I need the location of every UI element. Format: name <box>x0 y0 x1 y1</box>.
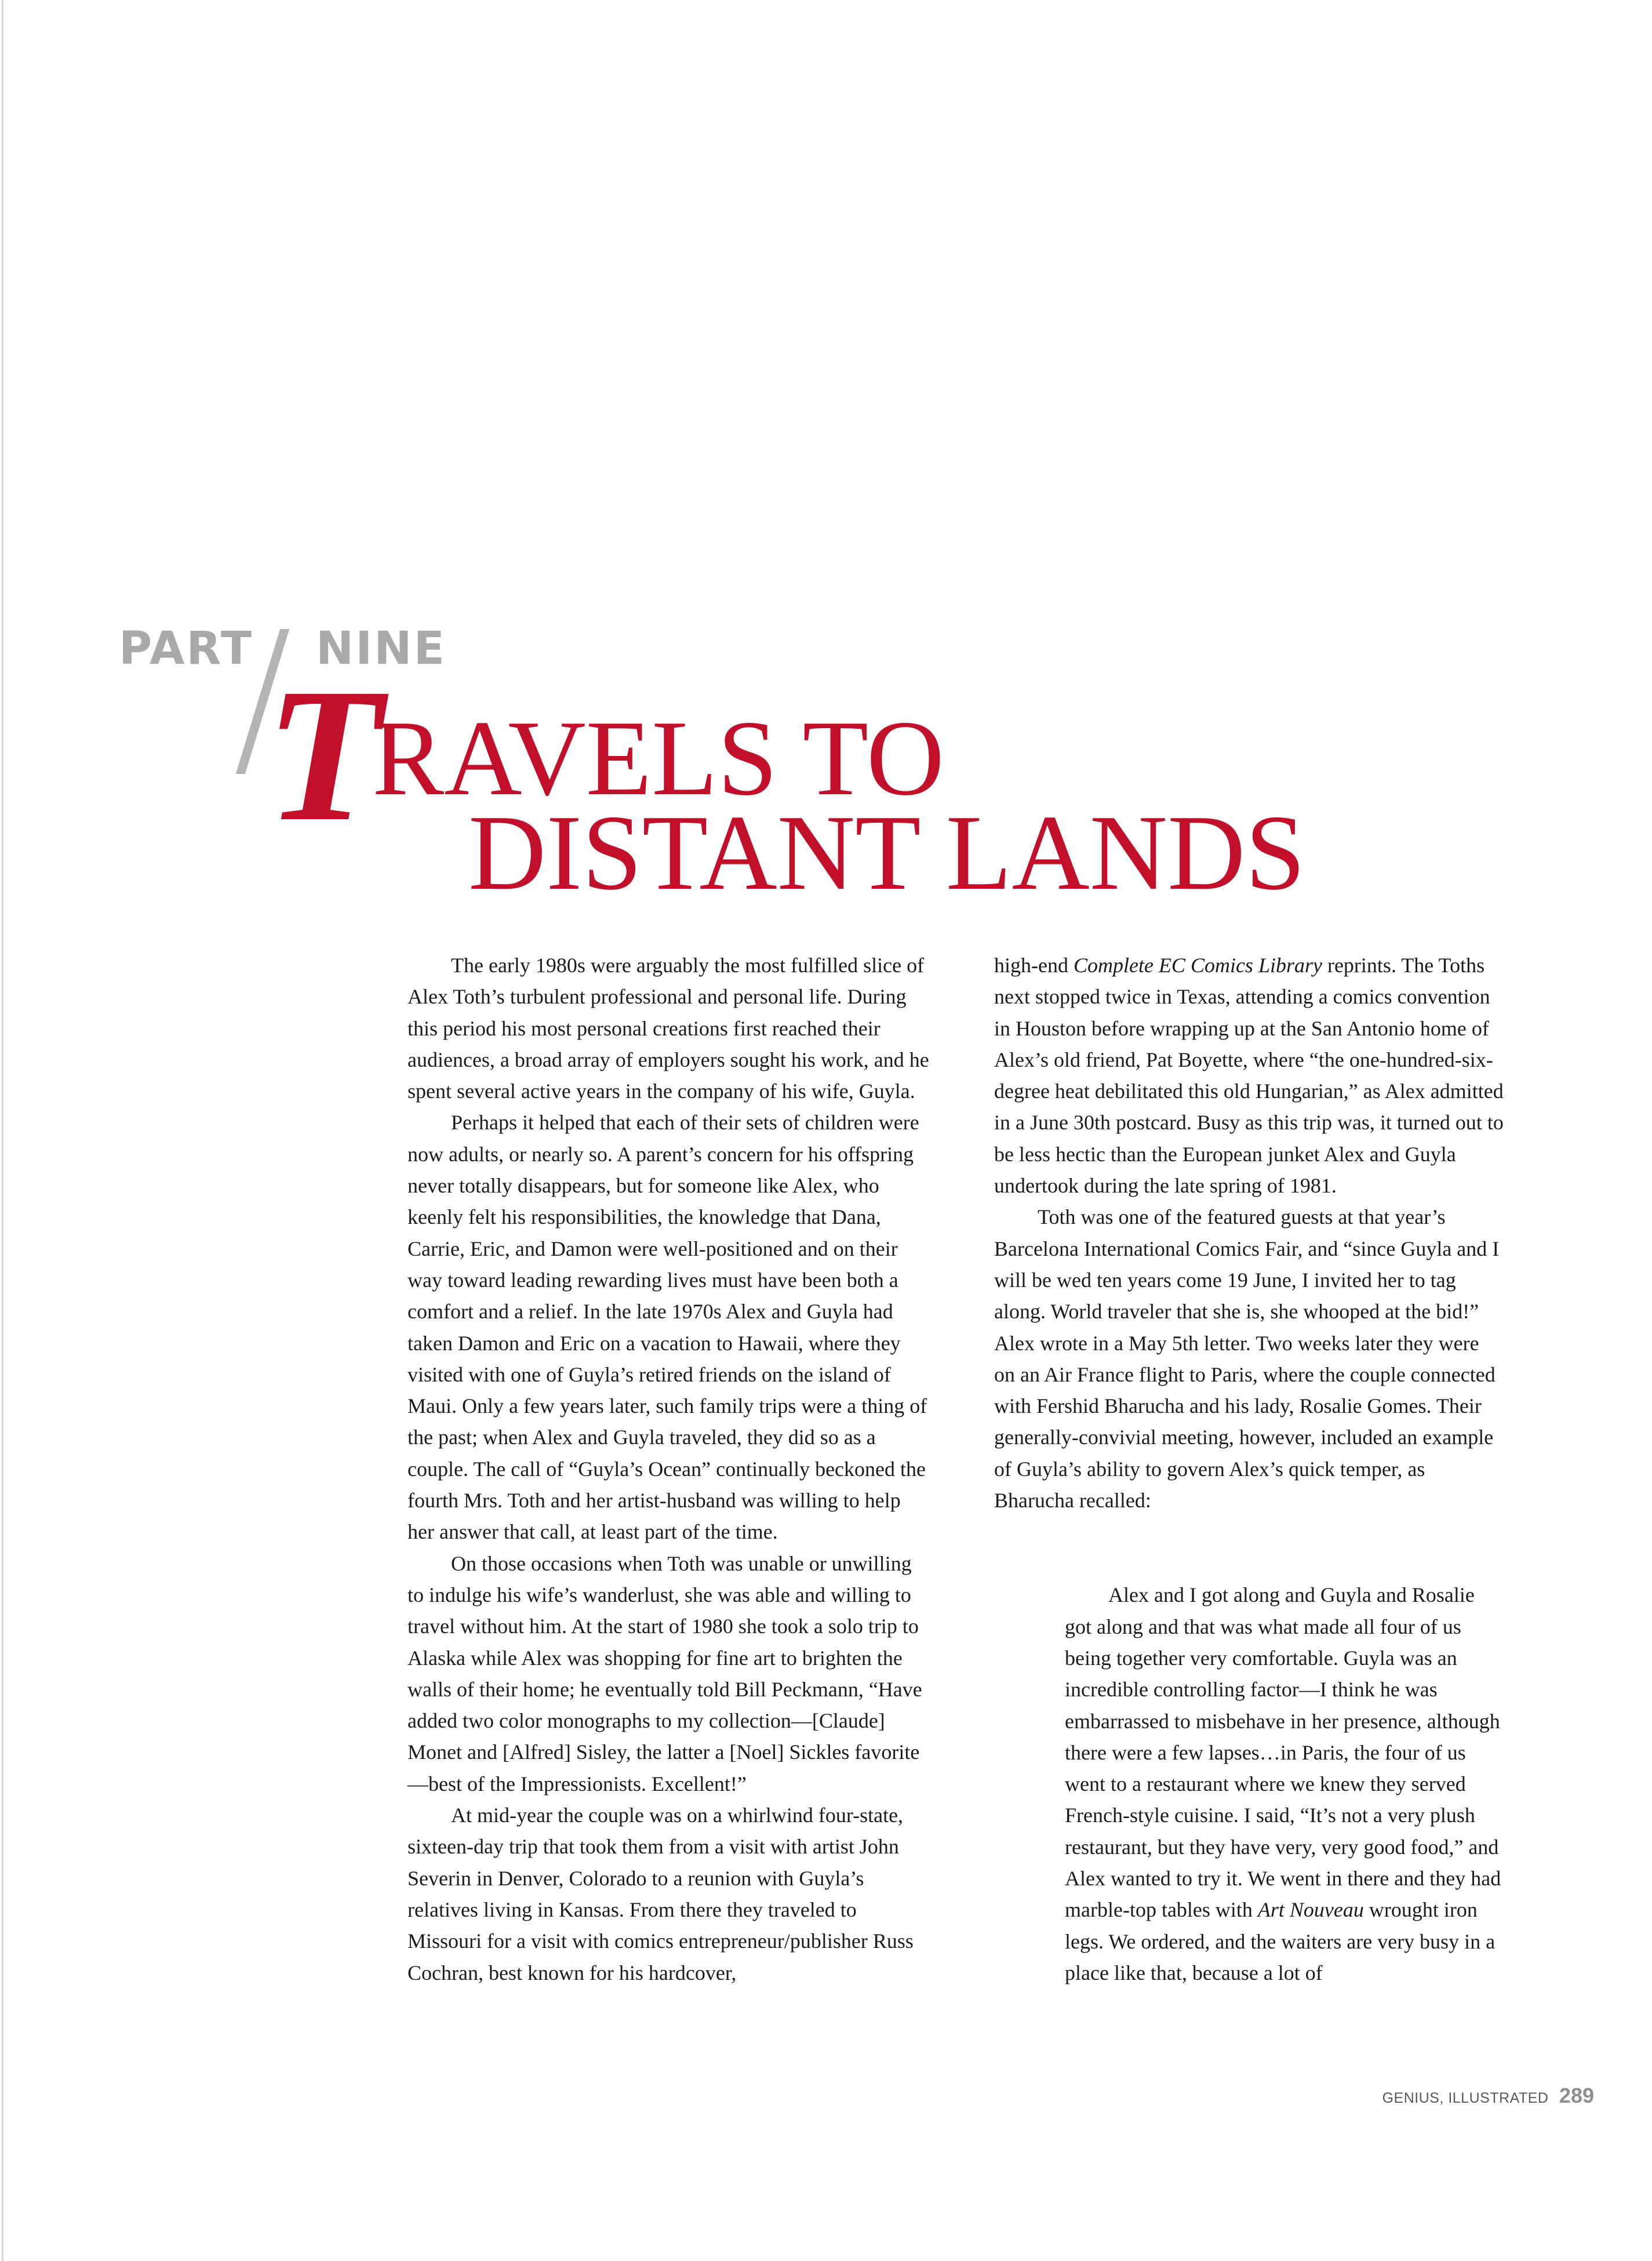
part-number-word: NINE <box>316 623 446 675</box>
part-label <box>119 623 446 675</box>
block-quote: Alex and I got along and Guyla and Rosalie got along and that was what made all four of us being together very comfortable. Guyla was an incredible controlling factor—I think he was embarrassed to misbehave in her presence, although there were a few lapses…in Paris, the four of us went to a restaurant where we knew they served French-style cuisine. I said, “It’s not a very plush restaurant, but they have very, very good food,” and Alex wanted to try it. We went in there and they had marble-top tables with Art Nouveau wrought iron legs. We ordered, and the waiters are very busy in a place like that, because a lot of <box>1065 1583 1501 1984</box>
running-footer-title: GENIUS, ILLUSTRATED <box>1382 2090 1549 2106</box>
body-column-right <box>994 950 1504 1989</box>
paragraph: The early 1980s were arguably the most fulfilled slice of Alex Toth’s turbulent professional and personal life. During this period his most personal creations first reached their audiences, a broad array of employers sought his work, and he spent several active years in the company of his wife, Guyla. <box>407 954 929 1103</box>
paragraph: On those occasions when Toth was unable or unwilling to indulge his wife’s wanderlust, she was able and willing to travel without him. At the start of 1980 she took a solo trip to Alaska while Alex was shopping for fine art to brighten the walls of their home; he eventually told Bill Peckmann, “Have added two color monographs to my collection—[Claude] Monet and [Alfred] Sisley, the latter a [Noel] Sickles favorite—best of the Impressionists. Excellent!” <box>407 1551 922 1795</box>
paragraph: At mid-year the couple was on a whirlwind four-state, sixteen-day trip that took them from a visit with artist John Severin in Denver, Colorado to a reunion with Guyla’s relatives living in Kansas. From there they traveled to Missouri for a visit with comics entrepreneur/publisher Russ Cochran, best known for his hardcover, <box>407 1804 914 1984</box>
part-word: PART <box>119 623 254 675</box>
title-line-1: RAVELS TO <box>372 699 945 818</box>
paragraph: Perhaps it helped that each of their sets of children were now adults, or nearly so. A parent’s concern for his offspring never totally disappears, but for someone like Alex, who keenly felt his responsibilities, the knowledge that Dana, Carrie, Eric, and Damon were well-positioned and on their way toward leading rewarding lives must have been both a comfort and a relief. In the late 1970s Alex and Guyla had taken Damon and Eric on a vacation to Hawaii, where they visited with one of Guyla’s retired friends on the island of Maui. Only a few years later, such family trips were a thing of the past; when Alex and Guyla traveled, they did so as a couple. The call of “Guyla’s Ocean” continually beckoned the fourth Mrs. Toth and her artist-husband was willing to help her answer that call, at least part of the time. <box>407 1111 927 1544</box>
page-footer <box>1382 2084 1594 2108</box>
title-line-2: DISTANT LANDS <box>468 793 1305 913</box>
page-number: 289 <box>1559 2084 1594 2107</box>
paragraph: Toth was one of the featured guests at that year’s Barcelona International Comics Fair, and “since Guyla and I will be wed ten years come 19 June, I invited her to tag along. World traveler that she is, she whooped at the bid!” Alex wrote in a May 5th letter. Two weeks later they were on an Air France flight to Paris, where the couple connected with Fershid Bharucha and his lady, Rosalie Gomes. Their generally-convivial meeting, however, included an example of Guyla’s ability to govern Alex’s quick temper, as Bharucha recalled: <box>994 1205 1500 1513</box>
paragraph-continued: high-end Complete EC Comics Library reprints. The Toths next stopped twice in Texas, attending a comics convention in Houston before wrapping up at the San Antonio home of Alex’s old friend, Pat Boyette, where “the one-hundred-six-degree heat debilitated this old Hungarian,” as Alex admitted in a June 30th postcard. Busy as this trip was, it turned out to be less hectic than the European junket Alex and Guyla undertook during the late spring of 1981. <box>994 954 1504 1198</box>
body-column-left <box>407 950 932 1989</box>
page-edge-line <box>2 0 3 2261</box>
italic-book-title: Complete EC Comics Library <box>1073 954 1322 977</box>
italic-art-term: Art Nouveau <box>1257 1898 1364 1922</box>
title-dropcap: T <box>265 649 383 861</box>
